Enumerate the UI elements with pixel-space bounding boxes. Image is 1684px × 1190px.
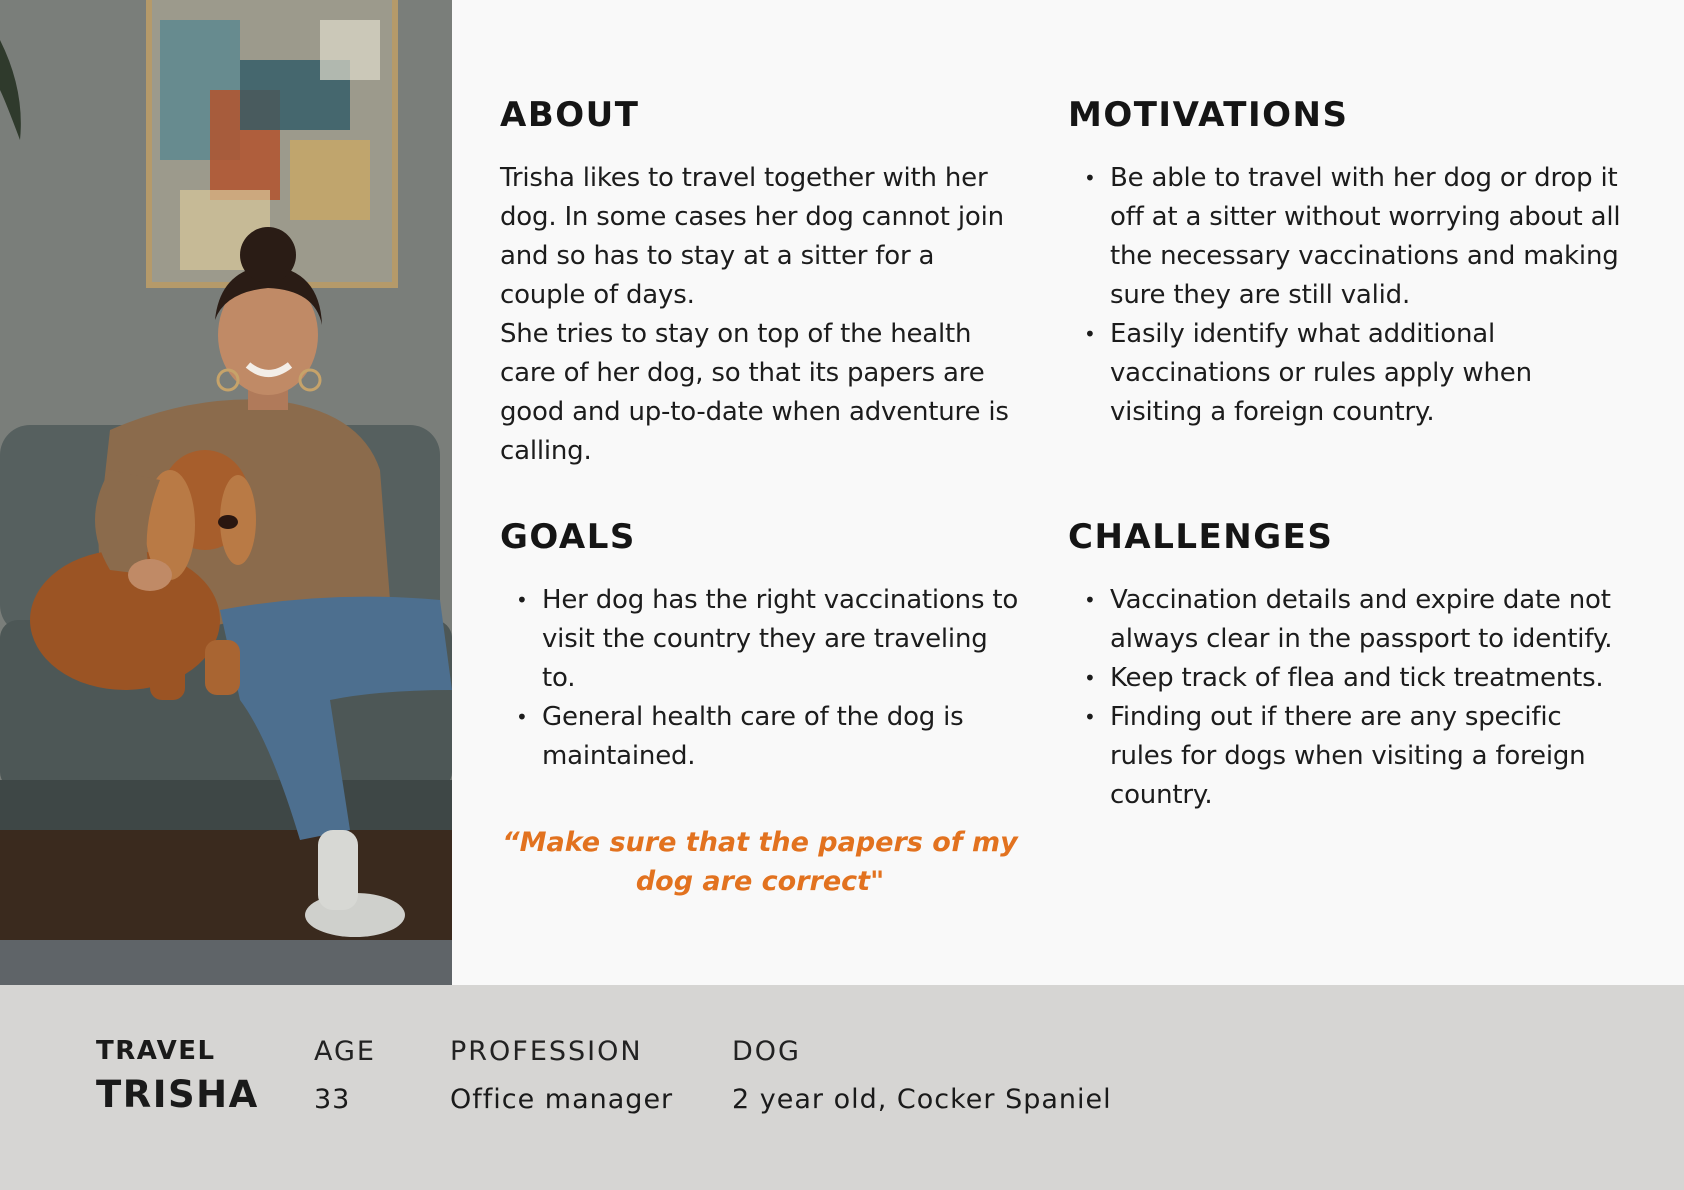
- profession-label: PROFESSION: [450, 1036, 643, 1067]
- goals-section: [500, 517, 1020, 776]
- about-paragraph: She tries to stay on top of the health care of her dog, so that its papers are good and up-to-date when adventure is calling.: [500, 319, 1009, 466]
- motivations-list: [1068, 159, 1628, 432]
- list-item: • General health care of the dog is maintained.: [542, 698, 1020, 776]
- woman-with-dog-illustration: [0, 0, 452, 985]
- challenges-section: [1068, 517, 1628, 815]
- profession-value: Office manager: [450, 1084, 674, 1115]
- about-section: [500, 95, 1020, 471]
- goals-title: GOALS: [500, 517, 636, 557]
- challenges-title: CHALLENGES: [1068, 517, 1334, 557]
- about-paragraph: Trisha likes to travel together with her dog. In some cases her dog cannot join and so has to stay at a sitter for a couple of days.: [500, 163, 1004, 310]
- persona-quote: “Make sure that the papers of my dog are correct": [502, 827, 1018, 897]
- list-item: • Easily identify what additional vaccinations or rules apply when visiting a foreign country.: [1110, 315, 1628, 432]
- list-item: • Keep track of flea and tick treatments.: [1110, 659, 1628, 698]
- list-item: • Her dog has the right vaccinations to visit the country they are traveling to.: [542, 581, 1020, 698]
- age-label: AGE: [314, 1036, 376, 1067]
- motivations-section: [1068, 95, 1628, 432]
- list-item: • Vaccination details and expire date not always clear in the passport to identify.: [1110, 581, 1628, 659]
- about-title: ABOUT: [500, 95, 640, 135]
- persona-name: TRISHA: [96, 1073, 259, 1116]
- list-item: • Be able to travel with her dog or drop it off at a sitter without worrying about all the necessary vaccinations and making sure they are still valid.: [1110, 159, 1628, 315]
- goals-list: [500, 581, 1020, 776]
- persona-label: TRAVEL: [96, 1036, 216, 1066]
- challenges-list: [1068, 581, 1628, 815]
- dog-value: 2 year old, Cocker Spaniel: [732, 1084, 1112, 1115]
- age-value: 33: [314, 1084, 351, 1115]
- motivations-title: MOTIVATIONS: [1068, 95, 1349, 135]
- dog-label: DOG: [732, 1036, 801, 1067]
- list-item: • Finding out if there are any specific rules for dogs when visiting a foreign country.: [1110, 698, 1628, 815]
- persona-photo: [0, 0, 452, 985]
